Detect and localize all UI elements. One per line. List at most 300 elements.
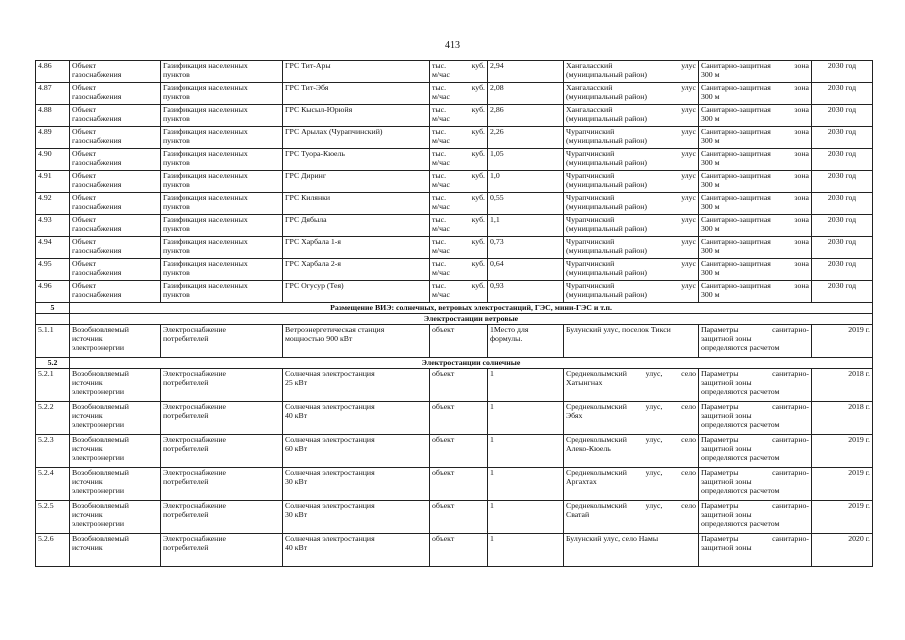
purpose-cell (161, 281, 283, 303)
facility-name-cell (283, 61, 430, 83)
cell-line: Алеко-Кюель (566, 444, 611, 453)
location-cell (564, 325, 699, 358)
location-cell (564, 171, 699, 193)
unit-cell (430, 171, 488, 193)
cell-line: Булунский улус, поселок Тикси (566, 325, 671, 334)
unit-cell (430, 534, 488, 567)
cell-line: определяются расчетом (701, 453, 780, 462)
location-cell (564, 61, 699, 83)
cell-line: пунктов (163, 290, 190, 299)
cell-line: Чурапчинский улус (566, 193, 696, 202)
quantity-cell (488, 171, 564, 193)
cell-line: Газификация населенных (163, 237, 248, 246)
cell-line: Газификация населенных (163, 259, 248, 268)
cell-line: Объект (72, 61, 96, 70)
cell-line: 300 м (701, 180, 720, 189)
cell-line: Объект (72, 83, 96, 92)
cell-line: 0,93 (490, 281, 504, 290)
year-cell: 2030 год (812, 105, 873, 127)
cell-line: Санитарно-защитная зона (701, 61, 809, 70)
cell-line: Параметры санитарно- (701, 402, 809, 411)
cell-line: Чурапчинский улус (566, 281, 696, 290)
section-title: Электростанции солнечные (70, 358, 873, 369)
cell-line: пунктов (163, 114, 190, 123)
row-number: 4.90 (36, 149, 70, 171)
unit-cell (430, 215, 488, 237)
table-row (36, 281, 873, 303)
purpose-cell (161, 534, 283, 567)
protection-zone-cell (699, 325, 812, 358)
cell-line: Объект (72, 237, 96, 246)
cell-line: Чурапчинский улус (566, 127, 696, 136)
cell-line: Возобновляемый (72, 468, 129, 477)
cell-line: потребителей (163, 411, 209, 420)
cell-line: (муниципальный район) (566, 224, 647, 233)
cell-line: газоснабжения (72, 180, 122, 189)
cell-line: Объект (72, 171, 96, 180)
unit-cell (430, 468, 488, 501)
table-row (36, 149, 873, 171)
cell-line: м/час (432, 224, 450, 233)
cell-line: газоснабжения (72, 224, 122, 233)
cell-line: Солнечная электростанция (285, 534, 375, 543)
unit-cell (430, 83, 488, 105)
cell-line: м/час (432, 114, 450, 123)
cell-line: Среднеколымский улус, село (566, 501, 696, 510)
quantity-cell (488, 281, 564, 303)
cell-line: Возобновляемый (72, 325, 129, 334)
location-cell (564, 237, 699, 259)
section-row (36, 358, 873, 369)
cell-line: Солнечная электростанция (285, 402, 375, 411)
cell-line: газоснабжения (72, 158, 122, 167)
unit-cell (430, 501, 488, 534)
object-type-cell (70, 259, 161, 281)
cell-line: Параметры санитарно- (701, 468, 809, 477)
cell-line: Санитарно-защитная зона (701, 237, 809, 246)
object-type-cell (70, 61, 161, 83)
year-cell: 2030 год (812, 149, 873, 171)
cell-line: ГРС Тит-Эбя (285, 83, 329, 92)
purpose-cell (161, 259, 283, 281)
cell-line: Электроснабжение (163, 534, 226, 543)
protection-zone-cell (699, 259, 812, 281)
cell-line: тыс. куб. (432, 83, 485, 92)
cell-line: Чурапчинский улус (566, 149, 696, 158)
row-number (36, 314, 70, 325)
unit-cell (430, 281, 488, 303)
table-row (36, 402, 873, 435)
table-row (36, 61, 873, 83)
cell-line: Санитарно-защитная зона (701, 193, 809, 202)
cell-line: объект (432, 468, 455, 477)
object-type-cell (70, 149, 161, 171)
quantity-cell (488, 501, 564, 534)
row-number: 4.86 (36, 61, 70, 83)
cell-line: 30 кВт (285, 477, 308, 486)
quantity-cell (488, 369, 564, 402)
cell-line: ГРС Арылах (Чурапчинский) (285, 127, 383, 136)
cell-line: ГРС Дябыла (285, 215, 327, 224)
cell-line: Газификация населенных (163, 127, 248, 136)
unit-cell (430, 193, 488, 215)
cell-line: 300 м (701, 136, 720, 145)
cell-line: объект (432, 369, 455, 378)
cell-line: 2,08 (490, 83, 504, 92)
cell-line: Санитарно-защитная зона (701, 171, 809, 180)
cell-line: Объект (72, 127, 96, 136)
protection-zone-cell (699, 237, 812, 259)
register-table (35, 60, 873, 567)
cell-line: потребителей (163, 378, 209, 387)
purpose-cell (161, 468, 283, 501)
year-cell: 2018 г. (812, 369, 873, 402)
year-cell: 2019 г. (812, 501, 873, 534)
table-row (36, 127, 873, 149)
cell-line: источник (72, 411, 103, 420)
table-row (36, 193, 873, 215)
purpose-cell (161, 149, 283, 171)
row-number: 4.92 (36, 193, 70, 215)
cell-line: Булунский улус, село Намы (566, 534, 659, 543)
cell-line: Санитарно-защитная зона (701, 105, 809, 114)
table-row (36, 435, 873, 468)
cell-line: Газификация населенных (163, 193, 248, 202)
table-row (36, 468, 873, 501)
cell-line: Объект (72, 281, 96, 290)
cell-line: Среднеколымский улус, село (566, 402, 696, 411)
protection-zone-cell (699, 171, 812, 193)
cell-line: потребителей (163, 334, 209, 343)
cell-line: Среднеколымский улус, село (566, 369, 696, 378)
cell-line: пунктов (163, 202, 190, 211)
year-cell: 2020 г. (812, 534, 873, 567)
cell-line: тыс. куб. (432, 127, 485, 136)
cell-line: электроэнергии (72, 387, 125, 396)
location-cell (564, 149, 699, 171)
location-cell (564, 369, 699, 402)
cell-line: м/час (432, 202, 450, 211)
cell-line: Возобновляемый (72, 501, 129, 510)
object-type-cell (70, 402, 161, 435)
row-number: 5.2 (36, 358, 70, 369)
purpose-cell (161, 215, 283, 237)
cell-line: Чурапчинский улус (566, 259, 696, 268)
cell-line: Хангаласский улус (566, 83, 696, 92)
register-table-body (36, 61, 873, 567)
table-row (36, 259, 873, 281)
cell-line: 300 м (701, 268, 720, 277)
cell-line: источник (72, 334, 103, 343)
object-type-cell (70, 435, 161, 468)
cell-line: объект (432, 534, 455, 543)
year-cell: 2030 год (812, 259, 873, 281)
cell-line: Электроснабжение (163, 402, 226, 411)
year-cell: 2030 год (812, 61, 873, 83)
cell-line: Электроснабжение (163, 369, 226, 378)
row-number: 4.93 (36, 215, 70, 237)
table-row (36, 215, 873, 237)
object-type-cell (70, 468, 161, 501)
purpose-cell (161, 61, 283, 83)
cell-line: 300 м (701, 70, 720, 79)
cell-line: Газификация населенных (163, 83, 248, 92)
cell-line: 300 м (701, 224, 720, 233)
cell-line: м/час (432, 158, 450, 167)
cell-line: газоснабжения (72, 246, 122, 255)
object-type-cell (70, 215, 161, 237)
facility-name-cell (283, 468, 430, 501)
cell-line: Электроснабжение (163, 435, 226, 444)
cell-line: Возобновляемый (72, 369, 129, 378)
facility-name-cell (283, 215, 430, 237)
cell-line: ГРС Тит-Ары (285, 61, 331, 70)
row-number: 5.2.6 (36, 534, 70, 567)
cell-line: Санитарно-защитная зона (701, 281, 809, 290)
cell-line: определяются расчетом (701, 387, 780, 396)
cell-line: пунктов (163, 224, 190, 233)
cell-line: Чурапчинский улус (566, 171, 696, 180)
cell-line: 300 м (701, 114, 720, 123)
quantity-cell (488, 61, 564, 83)
cell-line: мощностью 900 кВт (285, 334, 353, 343)
year-cell: 2030 год (812, 83, 873, 105)
cell-line: м/час (432, 268, 450, 277)
purpose-cell (161, 325, 283, 358)
cell-line: 1,0 (490, 171, 500, 180)
facility-name-cell (283, 83, 430, 105)
protection-zone-cell (699, 369, 812, 402)
row-number: 5 (36, 303, 70, 314)
cell-line: 300 м (701, 246, 720, 255)
cell-line: Санитарно-защитная зона (701, 83, 809, 92)
cell-line: Электроснабжение (163, 501, 226, 510)
cell-line: Солнечная электростанция (285, 435, 375, 444)
cell-line: газоснабжения (72, 114, 122, 123)
cell-line: 1,05 (490, 149, 504, 158)
cell-line: пунктов (163, 158, 190, 167)
cell-line: Среднеколымский улус, село (566, 435, 696, 444)
cell-line: источник (72, 444, 103, 453)
cell-line: ГРС Харбала 2-я (285, 259, 341, 268)
protection-zone-cell (699, 281, 812, 303)
cell-line: пунктов (163, 70, 190, 79)
cell-line: потребителей (163, 444, 209, 453)
protection-zone-cell (699, 105, 812, 127)
cell-line: (муниципальный район) (566, 268, 647, 277)
cell-line: Хангаласский улус (566, 105, 696, 114)
cell-line: газоснабжения (72, 70, 122, 79)
unit-cell (430, 237, 488, 259)
row-number: 4.91 (36, 171, 70, 193)
cell-line: ГРС Килянки (285, 193, 331, 202)
cell-line: объект (432, 435, 455, 444)
cell-line: электроэнергии (72, 519, 125, 528)
facility-name-cell (283, 105, 430, 127)
cell-line: 1 (490, 534, 494, 543)
object-type-cell (70, 501, 161, 534)
location-cell (564, 435, 699, 468)
cell-line: Среднеколымский улус, село (566, 468, 696, 477)
cell-line: объект (432, 501, 455, 510)
cell-line: 1Место для (490, 325, 529, 334)
cell-line: пунктов (163, 246, 190, 255)
year-cell: 2019 г. (812, 325, 873, 358)
protection-zone-cell (699, 402, 812, 435)
cell-line: защитной зоны (701, 444, 752, 453)
cell-line: Объект (72, 149, 96, 158)
cell-line: Хатынгнах (566, 378, 603, 387)
cell-line: Газификация населенных (163, 281, 248, 290)
section-row (36, 303, 873, 314)
cell-line: м/час (432, 290, 450, 299)
table-row (36, 83, 873, 105)
cell-line: источник (72, 477, 103, 486)
cell-line: Возобновляемый (72, 402, 129, 411)
facility-name-cell (283, 281, 430, 303)
cell-line: Газификация населенных (163, 105, 248, 114)
location-cell (564, 215, 699, 237)
object-type-cell (70, 281, 161, 303)
cell-line: (муниципальный район) (566, 180, 647, 189)
cell-line: Параметры санитарно- (701, 534, 809, 543)
year-cell: 2019 г. (812, 468, 873, 501)
location-cell (564, 534, 699, 567)
cell-line: Санитарно-защитная зона (701, 259, 809, 268)
year-cell: 2030 год (812, 237, 873, 259)
quantity-cell (488, 149, 564, 171)
cell-line: защитной зоны (701, 411, 752, 420)
cell-line: тыс. куб. (432, 237, 485, 246)
cell-line: тыс. куб. (432, 149, 485, 158)
year-cell: 2030 год (812, 281, 873, 303)
cell-line: защитной зоны (701, 378, 752, 387)
cell-line: Сватай (566, 510, 590, 519)
protection-zone-cell (699, 435, 812, 468)
cell-line: электроэнергии (72, 420, 125, 429)
cell-line: (муниципальный район) (566, 158, 647, 167)
cell-line: Параметры санитарно- (701, 369, 809, 378)
cell-line: Объект (72, 105, 96, 114)
unit-cell (430, 149, 488, 171)
object-type-cell (70, 193, 161, 215)
facility-name-cell (283, 171, 430, 193)
cell-line: пунктов (163, 180, 190, 189)
location-cell (564, 468, 699, 501)
cell-line: Газификация населенных (163, 61, 248, 70)
row-number: 4.96 (36, 281, 70, 303)
cell-line: формулы. (490, 334, 523, 343)
unit-cell (430, 325, 488, 358)
object-type-cell (70, 237, 161, 259)
year-cell: 2030 год (812, 171, 873, 193)
row-number: 5.2.1 (36, 369, 70, 402)
cell-line: потребителей (163, 543, 209, 552)
quantity-cell (488, 105, 564, 127)
cell-line: определяются расчетом (701, 486, 780, 495)
quantity-cell (488, 435, 564, 468)
unit-cell (430, 127, 488, 149)
cell-line: определяются расчетом (701, 343, 780, 352)
cell-line: (муниципальный район) (566, 70, 647, 79)
protection-zone-cell (699, 61, 812, 83)
cell-line: 0,55 (490, 193, 504, 202)
cell-line: Электроснабжение (163, 325, 226, 334)
page-number: 413 (445, 40, 460, 51)
cell-line: потребителей (163, 477, 209, 486)
cell-line: 2,94 (490, 61, 504, 70)
cell-line: тыс. куб. (432, 281, 485, 290)
quantity-cell (488, 83, 564, 105)
cell-line: ГРС Харбала 1-я (285, 237, 341, 246)
cell-line: 25 кВт (285, 378, 308, 387)
location-cell (564, 259, 699, 281)
cell-line: тыс. куб. (432, 61, 485, 70)
row-number: 4.87 (36, 83, 70, 105)
cell-line: пунктов (163, 136, 190, 145)
cell-line: источник (72, 378, 103, 387)
quantity-cell (488, 402, 564, 435)
cell-line: 1 (490, 402, 494, 411)
cell-line: Газификация населенных (163, 215, 248, 224)
quantity-cell (488, 259, 564, 281)
cell-line: м/час (432, 246, 450, 255)
object-type-cell (70, 171, 161, 193)
facility-name-cell (283, 149, 430, 171)
facility-name-cell (283, 127, 430, 149)
cell-line: Чурапчинский улус (566, 237, 696, 246)
table-row (36, 534, 873, 567)
cell-line: пунктов (163, 92, 190, 101)
year-cell: 2030 год (812, 215, 873, 237)
protection-zone-cell (699, 83, 812, 105)
unit-cell (430, 61, 488, 83)
cell-line: ГРС Туора-Кюель (285, 149, 345, 158)
unit-cell (430, 402, 488, 435)
unit-cell (430, 259, 488, 281)
facility-name-cell (283, 501, 430, 534)
cell-line: (муниципальный район) (566, 136, 647, 145)
object-type-cell (70, 83, 161, 105)
table-row (36, 369, 873, 402)
quantity-cell (488, 325, 564, 358)
cell-line: Солнечная электростанция (285, 369, 375, 378)
protection-zone-cell (699, 127, 812, 149)
cell-line: защитной зоны (701, 334, 752, 343)
cell-line: газоснабжения (72, 202, 122, 211)
purpose-cell (161, 435, 283, 468)
location-cell (564, 127, 699, 149)
protection-zone-cell (699, 149, 812, 171)
table-row (36, 105, 873, 127)
unit-cell (430, 369, 488, 402)
cell-line: 1 (490, 501, 494, 510)
table-row (36, 171, 873, 193)
location-cell (564, 193, 699, 215)
cell-line: (муниципальный район) (566, 92, 647, 101)
protection-zone-cell (699, 501, 812, 534)
cell-line: м/час (432, 136, 450, 145)
cell-line: защитной зоны (701, 543, 752, 552)
cell-line: газоснабжения (72, 268, 122, 277)
cell-line: Санитарно-защитная зона (701, 149, 809, 158)
cell-line: 1 (490, 369, 494, 378)
cell-line: объект (432, 325, 455, 334)
purpose-cell (161, 402, 283, 435)
cell-line: 300 м (701, 92, 720, 101)
facility-name-cell (283, 237, 430, 259)
purpose-cell (161, 105, 283, 127)
